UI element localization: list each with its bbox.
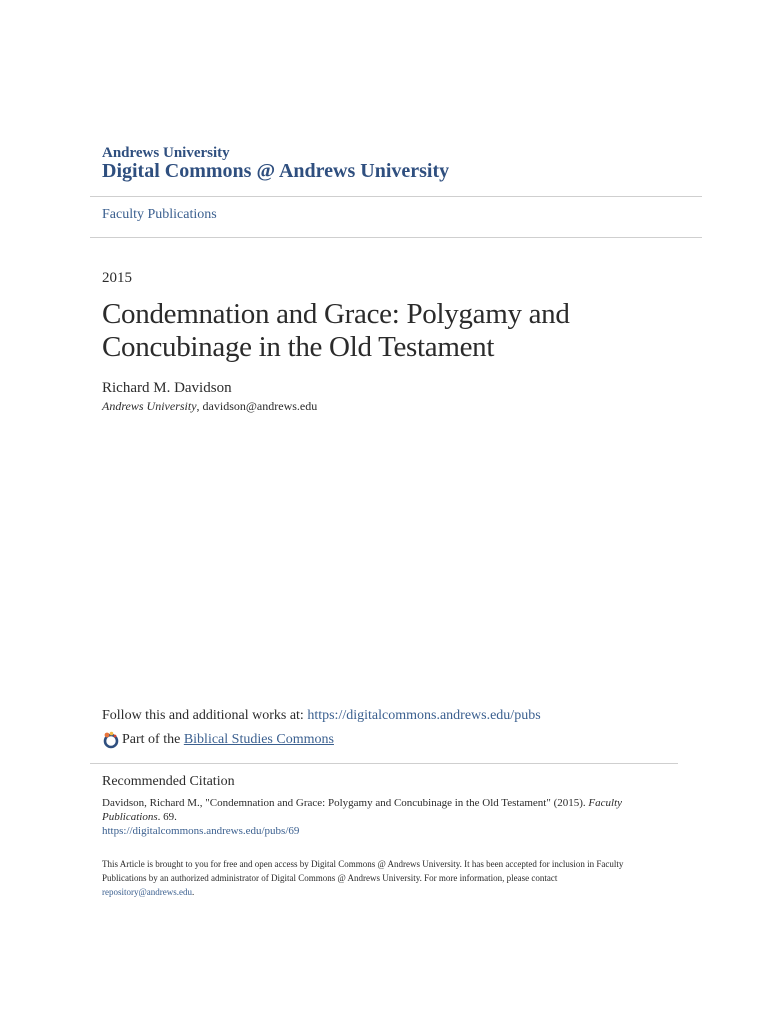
header-divider-top [90,196,702,197]
repository-email-link[interactable]: repository@andrews.edu [102,887,193,897]
citation-url-link[interactable]: https://digitalcommons.andrews.edu/pubs/69 [102,825,300,837]
part-of-line [102,731,334,749]
publication-year: 2015 [102,270,132,286]
citation-text [102,796,682,838]
biblical-studies-commons-link[interactable]: Biblical Studies Commons [183,732,334,747]
article-title: Condemnation and Grace: Polygamy and Concubinage in the Old Testament [102,298,570,363]
notice-end: . [192,887,195,897]
citation-series: Faculty Publications [102,797,623,823]
recommended-citation-heading: Recommended Citation [102,774,235,789]
citation-divider [90,763,678,764]
access-notice [102,857,662,899]
network-commons-icon [102,731,120,749]
series-link[interactable]: Faculty Publications [102,207,217,222]
author-affiliation [102,399,317,414]
notice-text: This Article is brought to you for free and open access by Digital Commons @ Andrews University. It has been accepted for inclusion in Faculty Publications by an authorized administrator of Digital Commons @ Andrews University. For more information, please contact [102,859,624,883]
university-name: Andrews University [102,145,230,161]
repository-title-link[interactable]: Digital Commons @ Andrews University [102,160,450,182]
follow-url-link[interactable]: https://digitalcommons.andrews.edu/pubs [307,708,541,723]
author-institution: Andrews University [102,399,197,413]
follow-label: Follow this and additional works at: [102,708,308,723]
follow-line [102,708,541,724]
author-name: Richard M. Davidson [102,380,232,396]
part-of-label: Part of the [122,732,181,747]
author-email: , davidson@andrews.edu [196,399,318,413]
citation-prefix: Davidson, Richard M., "Condemnation and Grace: Polygamy and Concubinage in the Old Testament" (2015). [102,797,589,809]
header-divider-bottom [90,237,702,238]
citation-suffix: . 69. [157,811,177,823]
